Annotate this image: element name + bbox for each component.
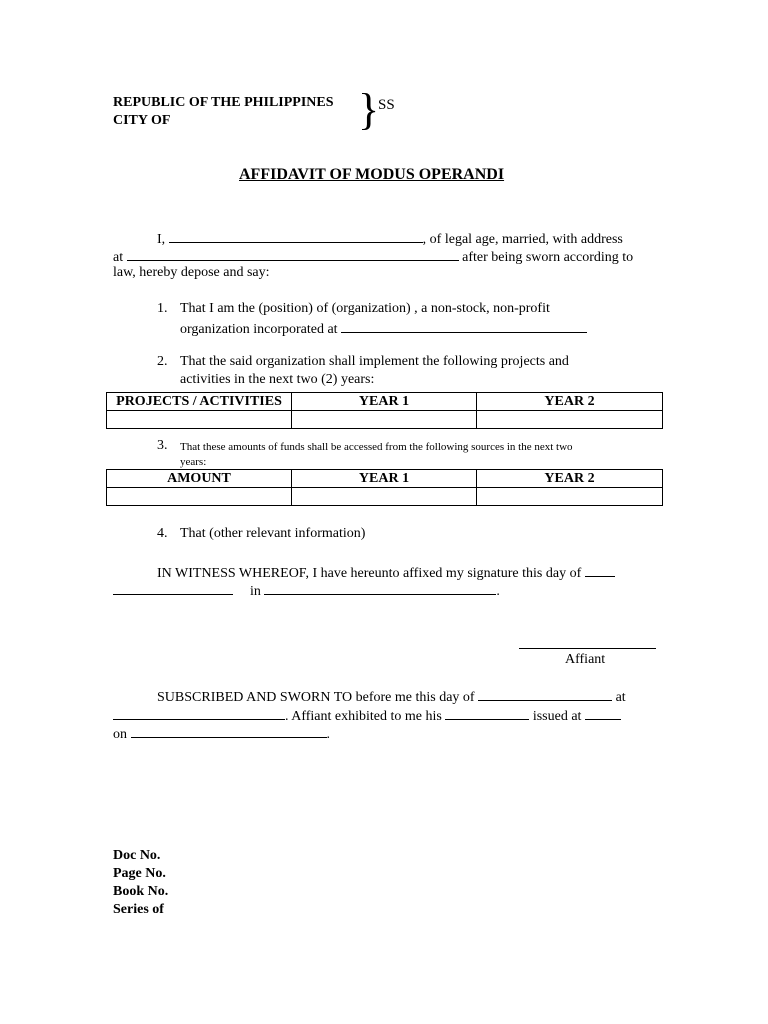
issued-place-blank[interactable] [585,705,621,720]
book-no-label: Book No. [113,884,169,899]
intro-line-3: law, hereby depose and say: [113,265,270,280]
year2-cell[interactable] [477,488,663,506]
subscribed-day-blank[interactable] [478,686,612,701]
amount-header: AMOUNT [107,470,292,488]
witness-line-2 [113,580,500,601]
item2-line-2: activities in the next two (2) years: [180,372,375,387]
item2-line-1: That the said organization shall implement the following projects and [180,354,569,369]
subscribed-line-1 [157,686,626,707]
address-blank[interactable] [127,246,459,261]
witness-month-blank[interactable] [113,580,233,595]
year2-cell[interactable] [477,411,663,429]
year1-cell[interactable] [292,488,477,506]
intro-after-sworn: after being sworn according to [462,250,634,265]
subscribed-place-blank[interactable] [113,705,285,720]
affiant-label: Affiant [565,652,606,667]
amount-cell[interactable] [107,488,292,506]
item1-line-2 [180,318,587,339]
projects-cell[interactable] [107,411,292,429]
id-blank[interactable] [445,705,529,720]
intro-i: I, [157,232,166,247]
subscribed-issued: issued at [532,709,582,724]
issued-date-blank[interactable] [131,723,327,738]
witness-day-blank[interactable] [585,562,615,577]
witness-place-blank[interactable] [264,580,496,595]
item1-number: 1. [157,301,168,316]
year1-header: YEAR 1 [292,470,477,488]
funds-table-header [107,470,663,488]
witness-period: . [496,584,500,599]
doc-no-label: Doc No. [113,848,161,863]
funds-table [106,469,663,506]
item3-line-2: years: [180,456,207,468]
year1-header: YEAR 1 [292,393,477,411]
intro-at: at [113,250,124,265]
item4-text: That (other relevant information) [180,526,366,541]
item2-number: 2. [157,354,168,369]
year2-header: YEAR 2 [477,470,663,488]
witness-text: IN WITNESS WHEREOF, I have hereunto affixed my signature this day of [157,566,582,581]
item1-line-1: That I am the (position) of (organization) , a non-stock, non-profit [180,301,550,316]
projects-activities-header: PROJECTS / ACTIVITIES [107,393,292,411]
page-no-label: Page No. [113,866,166,881]
table-row [107,411,663,429]
projects-table-header [107,393,663,411]
item1-incorporated: organization incorporated at [180,322,338,337]
projects-table [106,392,663,429]
item3-number: 3. [157,438,168,453]
table-row [107,488,663,506]
subscribed-at: at [615,690,626,705]
name-blank[interactable] [169,228,423,243]
brace-symbol: } [358,85,380,134]
city-heading: CITY OF [113,113,171,128]
year2-header: YEAR 2 [477,393,663,411]
subscribed-period: . [326,727,330,742]
subscribed-exhibited: . Affiant exhibited to me his [285,709,442,724]
affiant-signature-line[interactable] [519,634,656,649]
subscribed-on: on [113,727,127,742]
item3-line-1: That these amounts of funds shall be accessed from the following sources in the next two [180,441,573,453]
witness-in: in [250,584,261,599]
series-label: Series of [113,902,164,917]
intro-legal-age: , of legal age, married, with address [422,232,623,247]
subscribed-text: SUBSCRIBED AND SWORN TO before me this day of [157,690,475,705]
subscribed-line-3 [113,723,330,744]
year1-cell[interactable] [292,411,477,429]
document-title: AFFIDAVIT OF MODUS OPERANDI [239,166,505,183]
incorporated-blank[interactable] [341,318,587,333]
republic-heading: REPUBLIC OF THE PHILIPPINES [113,95,334,110]
ss-label: SS [378,97,395,113]
item4-number: 4. [157,526,168,541]
